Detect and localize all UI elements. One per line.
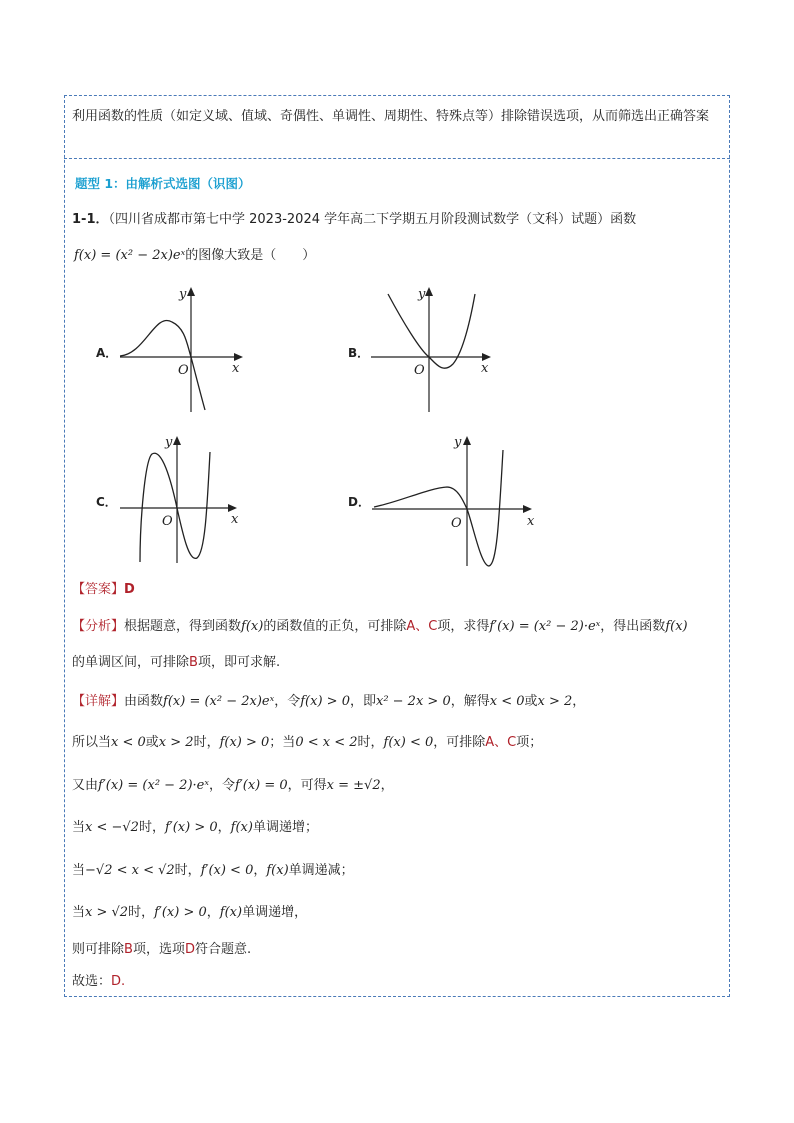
analysis-line-2 bbox=[72, 653, 280, 673]
option-b-graph bbox=[368, 282, 498, 414]
analysis-text: 的单调区间，可排除 bbox=[72, 655, 190, 670]
final-answer: D. bbox=[111, 974, 126, 989]
detail-math: f(x) > 0 bbox=[300, 694, 350, 709]
problem-formula: f(x) = (x² − 2x)eˣ bbox=[74, 248, 186, 263]
detail-text: ，令 bbox=[274, 694, 301, 709]
detail-line-7 bbox=[72, 940, 251, 960]
detail-math: x > 2 bbox=[537, 694, 573, 709]
detail-math: x < −√2 bbox=[85, 820, 139, 835]
analysis-text: 的函数值的正负，可排除 bbox=[263, 619, 407, 634]
detail-math: x > 2 bbox=[158, 735, 194, 750]
detail-text: 又由 bbox=[72, 778, 99, 793]
detail-option-d: D bbox=[184, 942, 195, 957]
detail-text: 单调递增； bbox=[252, 820, 318, 835]
option-b-label: B． bbox=[348, 346, 370, 360]
detail-text: 由函数 bbox=[124, 694, 164, 709]
detail-line-1 bbox=[72, 692, 585, 712]
detail-text: 时， bbox=[357, 735, 384, 750]
detail-text: 当 bbox=[72, 820, 86, 835]
detail-text: ，可排除 bbox=[433, 735, 486, 750]
option-a-label: A． bbox=[96, 346, 118, 360]
detail-text: ， bbox=[380, 778, 394, 793]
option-d-origin: O bbox=[451, 516, 462, 531]
problem-source bbox=[72, 210, 636, 230]
option-a-y-label: y bbox=[179, 287, 187, 302]
option-b-x-label: x bbox=[481, 361, 489, 376]
detail-tag: 【详解】 bbox=[72, 694, 125, 709]
detail-text: ，解得 bbox=[450, 694, 490, 709]
option-d-graph bbox=[369, 430, 541, 568]
detail-options: A、C bbox=[485, 735, 517, 750]
detail-text: 所以当 bbox=[72, 735, 112, 750]
analysis-option-b: B bbox=[189, 655, 198, 670]
problem-question bbox=[74, 246, 315, 266]
detail-math: −√2 < x < √2 bbox=[85, 863, 175, 878]
analysis-text: 项，求得 bbox=[437, 619, 490, 634]
analysis-text: ，得出函数 bbox=[600, 619, 666, 634]
detail-math: f′(x) < 0 bbox=[200, 863, 254, 878]
detail-text: 时， bbox=[128, 905, 155, 920]
detail-math: f(x) bbox=[266, 863, 289, 878]
analysis-fx: f(x) bbox=[241, 619, 264, 634]
section-divider bbox=[64, 158, 730, 159]
detail-text: ， bbox=[572, 694, 586, 709]
detail-text: 则可排除 bbox=[72, 942, 125, 957]
answer-tag: 【答案】 bbox=[72, 582, 125, 597]
detail-math: x > √2 bbox=[85, 905, 129, 920]
answer-value: D bbox=[124, 582, 135, 597]
analysis-line-1 bbox=[72, 617, 688, 637]
option-c-x-label: x bbox=[231, 512, 239, 527]
option-c-label: C． bbox=[96, 495, 117, 509]
detail-text: 当 bbox=[72, 863, 86, 878]
option-c-origin: O bbox=[162, 514, 173, 529]
detail-text: ，即 bbox=[349, 694, 376, 709]
problem-question-suffix: 的图像大致是（ ） bbox=[185, 248, 316, 263]
detail-math: f′(x) > 0 bbox=[164, 820, 218, 835]
option-d-y-label: y bbox=[454, 435, 462, 450]
detail-line-4 bbox=[72, 818, 318, 838]
detail-option-b: B bbox=[124, 942, 133, 957]
detail-math: f′(x) = (x² − 2)·eˣ bbox=[98, 778, 209, 793]
detail-math: x = ±√2 bbox=[326, 778, 381, 793]
option-a-x-label: x bbox=[232, 361, 240, 376]
detail-line-8 bbox=[72, 972, 125, 992]
option-a-origin: O bbox=[178, 363, 189, 378]
analysis-tag: 【分析】 bbox=[72, 619, 125, 634]
detail-text: ，可得 bbox=[287, 778, 327, 793]
detail-text: 当 bbox=[72, 905, 86, 920]
option-c-y-label: y bbox=[165, 435, 173, 450]
detail-math: f′(x) > 0 bbox=[154, 905, 207, 920]
detail-text: 时， bbox=[138, 820, 165, 835]
detail-line-5 bbox=[72, 861, 354, 881]
option-d-x-label: x bbox=[527, 514, 535, 529]
detail-text: 故选： bbox=[72, 974, 112, 989]
option-d-label: D． bbox=[348, 495, 370, 509]
detail-math: f(x) < 0 bbox=[383, 735, 434, 750]
detail-text: 或 bbox=[145, 735, 159, 750]
detail-line-3 bbox=[72, 776, 394, 796]
detail-text: 时， bbox=[174, 863, 201, 878]
option-c-graph bbox=[117, 430, 247, 565]
option-b-y-label: y bbox=[418, 287, 426, 302]
topic-heading: 题型 1：由解析式选图（识图） bbox=[75, 176, 251, 191]
detail-text: 单调递增， bbox=[242, 905, 308, 920]
detail-text: 或 bbox=[524, 694, 538, 709]
detail-math: f′(x) = 0 bbox=[234, 778, 288, 793]
detail-text: 项，选项 bbox=[132, 942, 185, 957]
detail-text: 时， bbox=[193, 735, 220, 750]
option-b-origin: O bbox=[414, 363, 425, 378]
detail-text: ，令 bbox=[208, 778, 235, 793]
problem-source-text: （四川省成都市第七中学 2023-2024 学年高二下学期五月阶段测试数学（文科）试题）函数 bbox=[108, 212, 637, 227]
detail-line-6 bbox=[72, 903, 307, 923]
detail-text: ， bbox=[253, 863, 267, 878]
detail-math: f(x) > 0 bbox=[219, 735, 270, 750]
analysis-fx: f(x) bbox=[665, 619, 688, 634]
detail-text: 项； bbox=[516, 735, 543, 750]
detail-text: 单调递减； bbox=[288, 863, 354, 878]
intro-text: 利用函数的性质（如定义域、值域、奇偶性、单调性、周期性、特殊点等）排除错误选项，从而筛选出正确答案 bbox=[72, 109, 710, 124]
analysis-derivative: f′(x) = (x² − 2)·eˣ bbox=[489, 619, 601, 634]
detail-math: f(x) bbox=[219, 905, 243, 920]
detail-math: x < 0 bbox=[489, 694, 525, 709]
answer-line bbox=[72, 580, 135, 600]
detail-math: x < 0 bbox=[111, 735, 146, 750]
detail-math: 0 < x < 2 bbox=[295, 735, 358, 750]
detail-math: x² − 2x > 0 bbox=[375, 694, 451, 709]
analysis-text: 根据题意，得到函数 bbox=[124, 619, 242, 634]
detail-text: ；当 bbox=[269, 735, 296, 750]
detail-line-2 bbox=[72, 733, 542, 753]
problem-number: 1-1． bbox=[72, 212, 109, 227]
detail-text: 符合题意. bbox=[194, 942, 252, 957]
analysis-options: A、C bbox=[406, 619, 438, 634]
detail-text: ， bbox=[217, 820, 231, 835]
detail-text: ， bbox=[206, 905, 220, 920]
detail-math: f(x) bbox=[230, 820, 253, 835]
analysis-text: 项，即可求解. bbox=[197, 655, 281, 670]
option-a-graph bbox=[115, 282, 250, 414]
detail-math: f(x) = (x² − 2x)eˣ bbox=[163, 694, 275, 709]
